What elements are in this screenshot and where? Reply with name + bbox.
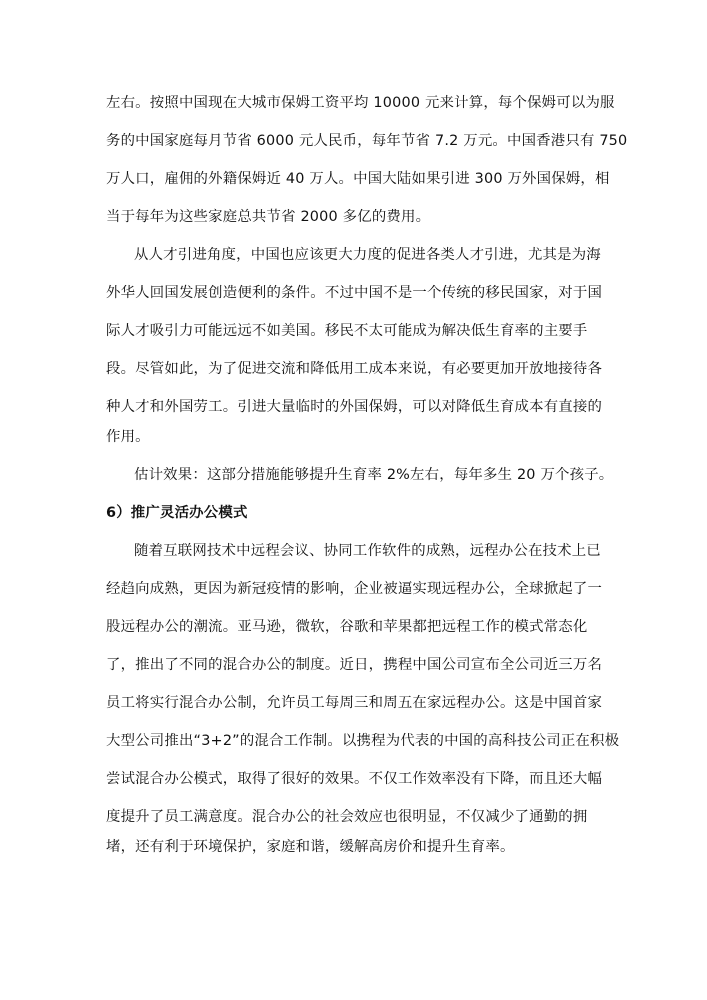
paragraph-2-line-1: 从人才引进角度，中国也应该更大力度的促进各类人才引进，尤其是为海	[134, 247, 601, 263]
paragraph-4-line-8: 度提升了员工满意度。混合办公的社会效应也很明显，不仅减少了通勤的拥	[106, 809, 588, 825]
paragraph-2-line-5: 种人才和外国劳工。引进大量临时的外国保姆，可以对降低生育成本有直接的	[106, 399, 603, 415]
paragraph-2-line-6: 作用。	[106, 429, 150, 445]
paragraph-4-line-3: 股远程办公的潮流。亚马逊，微软，谷歌和苹果都把远程工作的模式常态化	[106, 619, 588, 635]
paragraph-3-line-1: 估计效果：这部分措施能够提升生育率 2%左右，每年多生 20 万个孩子。	[134, 467, 614, 483]
section-heading: 6）推广灵活办公模式	[106, 505, 248, 521]
paragraph-1-line-2: 务的中国家庭每月节省 6000 元人民币，每年节省 7.2 万元。中国香港只有 750	[106, 133, 628, 149]
paragraph-1-line-3: 万人口，雇佣的外籍保姆近 40 万人。中国大陆如果引进 300 万外国保姆，相	[106, 171, 610, 187]
paragraph-4-line-4: 了，推出了不同的混合办公的制度。近日，携程中国公司宣布全公司近三万名	[106, 657, 603, 673]
paragraph-4-line-7: 尝试混合办公模式，取得了很好的效果。不仅工作效率没有下降，而且还大幅	[106, 771, 603, 787]
paragraph-1-line-1: 左右。按照中国现在大城市保姆工资平均 10000 元来计算，每个保姆可以为服	[106, 95, 615, 111]
paragraph-4-line-6: 大型公司推出“3+2”的混合工作制。以携程为代表的中国的高科技公司正在积极	[106, 733, 620, 749]
paragraph-2-line-4: 段。尽管如此，为了促进交流和降低用工成本来说，有必要更加开放地接待各	[106, 361, 603, 377]
paragraph-4-line-5: 员工将实行混合办公制，允许员工每周三和周五在家远程办公。这是中国首家	[106, 695, 603, 711]
paragraph-2-line-3: 际人才吸引力可能远远不如美国。移民不太可能成为解决低生育率的主要手	[106, 323, 588, 339]
paragraph-4-line-2: 经趋向成熟，更因为新冠疫情的影响，企业被逼实现远程办公，全球掀起了一	[106, 581, 603, 597]
paragraph-4-line-9: 堵，还有利于环境保护，家庭和谐，缓解高房价和提升生育率。	[106, 839, 515, 855]
paragraph-1-line-4: 当于每年为这些家庭总共节省 2000 多亿的费用。	[106, 209, 431, 225]
paragraph-2-line-2: 外华人回国发展创造便利的条件。不过中国不是一个传统的移民国家，对于国	[106, 285, 603, 301]
paragraph-4-line-1: 随着互联网技术中远程会议、协同工作软件的成熟，远程办公在技术上已	[134, 543, 601, 559]
